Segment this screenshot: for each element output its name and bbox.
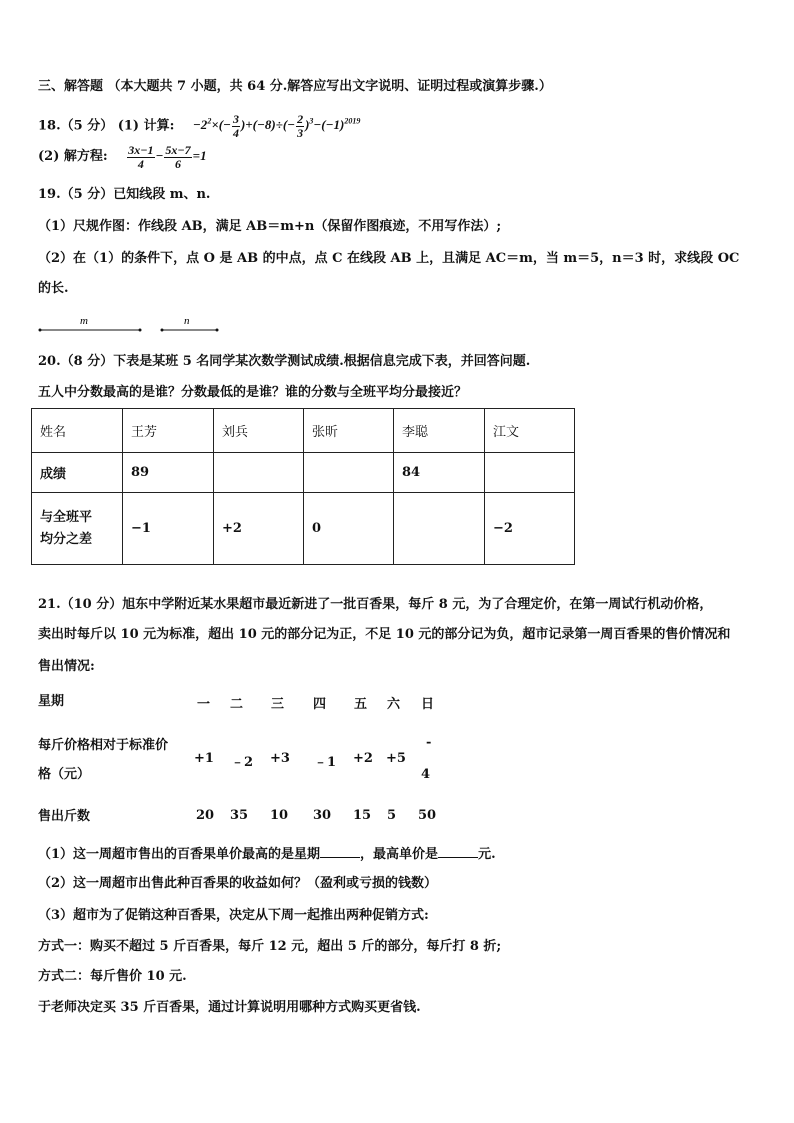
table-cell: 姓名 bbox=[32, 409, 123, 453]
sold-1: 20 bbox=[196, 808, 215, 823]
sold-3: 10 bbox=[270, 808, 289, 823]
table-row-diff bbox=[32, 493, 575, 565]
q19-p2a: （2）在（1）的条件下，点 O 是 AB 的中点，点 C 在线段 AB 上，且满足 AC＝m，当 m＝5，n＝3 时，求线段 OC bbox=[38, 251, 740, 266]
q21-method2: 方式二：每斤售价 10 元. bbox=[38, 969, 187, 984]
q18-head: 18.（5 分） (1) 计算: bbox=[38, 118, 175, 134]
price-4: ﹣1 bbox=[314, 755, 337, 770]
q21-final: 于老师决定买 35 斤百香果，通过计算说明用哪种方式购买更省钱. bbox=[38, 1000, 421, 1015]
segment-m-label: m bbox=[80, 315, 88, 327]
answer-blank-day[interactable] bbox=[320, 845, 360, 858]
table-cell bbox=[304, 453, 394, 493]
price-7-sign: - bbox=[426, 735, 432, 750]
table-row-header bbox=[32, 409, 575, 453]
day-2: 二 bbox=[230, 697, 244, 712]
table-cell: 89 bbox=[123, 453, 214, 493]
q21-s3: （3）超市为了促销这种百香果，决定从下周一起推出两种促销方式: bbox=[38, 908, 429, 923]
q20-head: 20.（8 分）下表是某班 5 名同学某次数学测试成绩.根据信息完成下表，并回答问题. bbox=[38, 354, 531, 369]
table-cell: 与全班平 均分之差 bbox=[32, 493, 123, 565]
table-row-score bbox=[32, 453, 575, 493]
table-cell: 刘兵 bbox=[214, 409, 304, 453]
answer-blank-price[interactable] bbox=[438, 845, 478, 858]
q19-p1: （1）尺规作图：作线段 AB，满足 AB＝m+n（保留作图痕迹，不用写作法）; bbox=[38, 219, 502, 234]
sold-5: 15 bbox=[353, 808, 372, 823]
table-cell: −1 bbox=[123, 493, 214, 565]
price-2: ﹣2 bbox=[231, 755, 254, 770]
q18-expression: $-2^2\times(-$ $\frac{3}{4}$ )+(−8)÷(− $\frac{2}{3}$ )$^3-(-1)^{2019}$ bbox=[192, 111, 361, 140]
q21-s1: （1）这一周超市售出的百香果单价最高的是星期 ，最高单价是 元. bbox=[38, 847, 496, 862]
price-label-b: 格（元） bbox=[38, 767, 91, 782]
table-cell: 王芳 bbox=[123, 409, 214, 453]
segment-m-end-a bbox=[39, 329, 42, 332]
q19-p2b: 的长. bbox=[38, 281, 69, 296]
price-5: +2 bbox=[353, 751, 373, 766]
day-7: 日 bbox=[421, 697, 435, 712]
q21-line2: 卖出时每斤以 10 元为标准，超出 10 元的部分记为正，不足 10 元的部分记为负，超市记录第一周百香果的售价情况和 bbox=[38, 627, 731, 642]
price-6: +5 bbox=[386, 751, 406, 766]
sold-label: 售出斤数 bbox=[38, 809, 91, 824]
day-4: 四 bbox=[313, 697, 327, 712]
table-cell: 成绩 bbox=[32, 453, 123, 493]
segment-n-end-a bbox=[161, 329, 164, 332]
q18-sub2-label: (2) 解方程: bbox=[38, 149, 108, 164]
segment-n-end-b bbox=[216, 329, 219, 332]
sold-6: 5 bbox=[387, 808, 397, 823]
table-cell: 江文 bbox=[485, 409, 575, 453]
q21-method1: 方式一：购买不超过 5 斤百香果，每斤 12 元，超出 5 斤的部分，每斤打 8 折; bbox=[38, 939, 502, 954]
table-cell: 0 bbox=[304, 493, 394, 565]
price-1: +1 bbox=[194, 751, 214, 766]
table-cell: 84 bbox=[394, 453, 485, 493]
day-3: 三 bbox=[271, 697, 285, 712]
table-cell bbox=[394, 493, 485, 565]
line-segments-figure bbox=[36, 312, 236, 336]
sold-2: 35 bbox=[230, 808, 249, 823]
table-cell: +2 bbox=[214, 493, 304, 565]
price-3: +3 bbox=[270, 751, 290, 766]
q21-s2: （2）这一周超市出售此种百香果的收益如何？（盈利或亏损的钱数） bbox=[38, 876, 438, 891]
q18-equation: $\frac{3x-1}{4}$ − $\frac{5x-7}{6}$ =1 bbox=[128, 142, 207, 171]
segment-n-label: n bbox=[184, 315, 190, 327]
table-cell bbox=[214, 453, 304, 493]
segment-m-end-b bbox=[139, 329, 142, 332]
q21-line1: 21.（10 分）旭东中学附近某水果超市最近新进了一批百香果，每斤 8 元，为了合理定价，在第一周试行机动价格， bbox=[38, 597, 713, 612]
q19-head: 19.（5 分）已知线段 m、n. bbox=[38, 187, 211, 202]
score-table bbox=[31, 408, 575, 565]
table-cell: 李聪 bbox=[394, 409, 485, 453]
table-cell: 张昕 bbox=[304, 409, 394, 453]
day-5: 五 bbox=[354, 697, 368, 712]
day-6: 六 bbox=[387, 697, 401, 712]
day-1: 一 bbox=[197, 697, 211, 712]
q18-part1 bbox=[38, 108, 360, 140]
q20-question: 五人中分数最高的是谁？分数最低的是谁？谁的分数与全班平均分最接近？ bbox=[38, 385, 468, 400]
q18-part2 bbox=[38, 142, 207, 171]
table-cell bbox=[485, 453, 575, 493]
sold-4: 30 bbox=[313, 808, 332, 823]
day-label: 星期 bbox=[38, 694, 65, 709]
q21-line3: 售出情况: bbox=[38, 659, 95, 674]
price-7-value: 4 bbox=[421, 767, 431, 782]
price-label-a: 每斤价格相对于标准价 bbox=[38, 738, 169, 753]
sold-7: 50 bbox=[418, 808, 437, 823]
section-title: 三、解答题 （本大题共 7 小题，共 64 分.解答应写出文字说明、证明过程或演算步骤.） bbox=[38, 79, 552, 94]
table-cell: −2 bbox=[485, 493, 575, 565]
